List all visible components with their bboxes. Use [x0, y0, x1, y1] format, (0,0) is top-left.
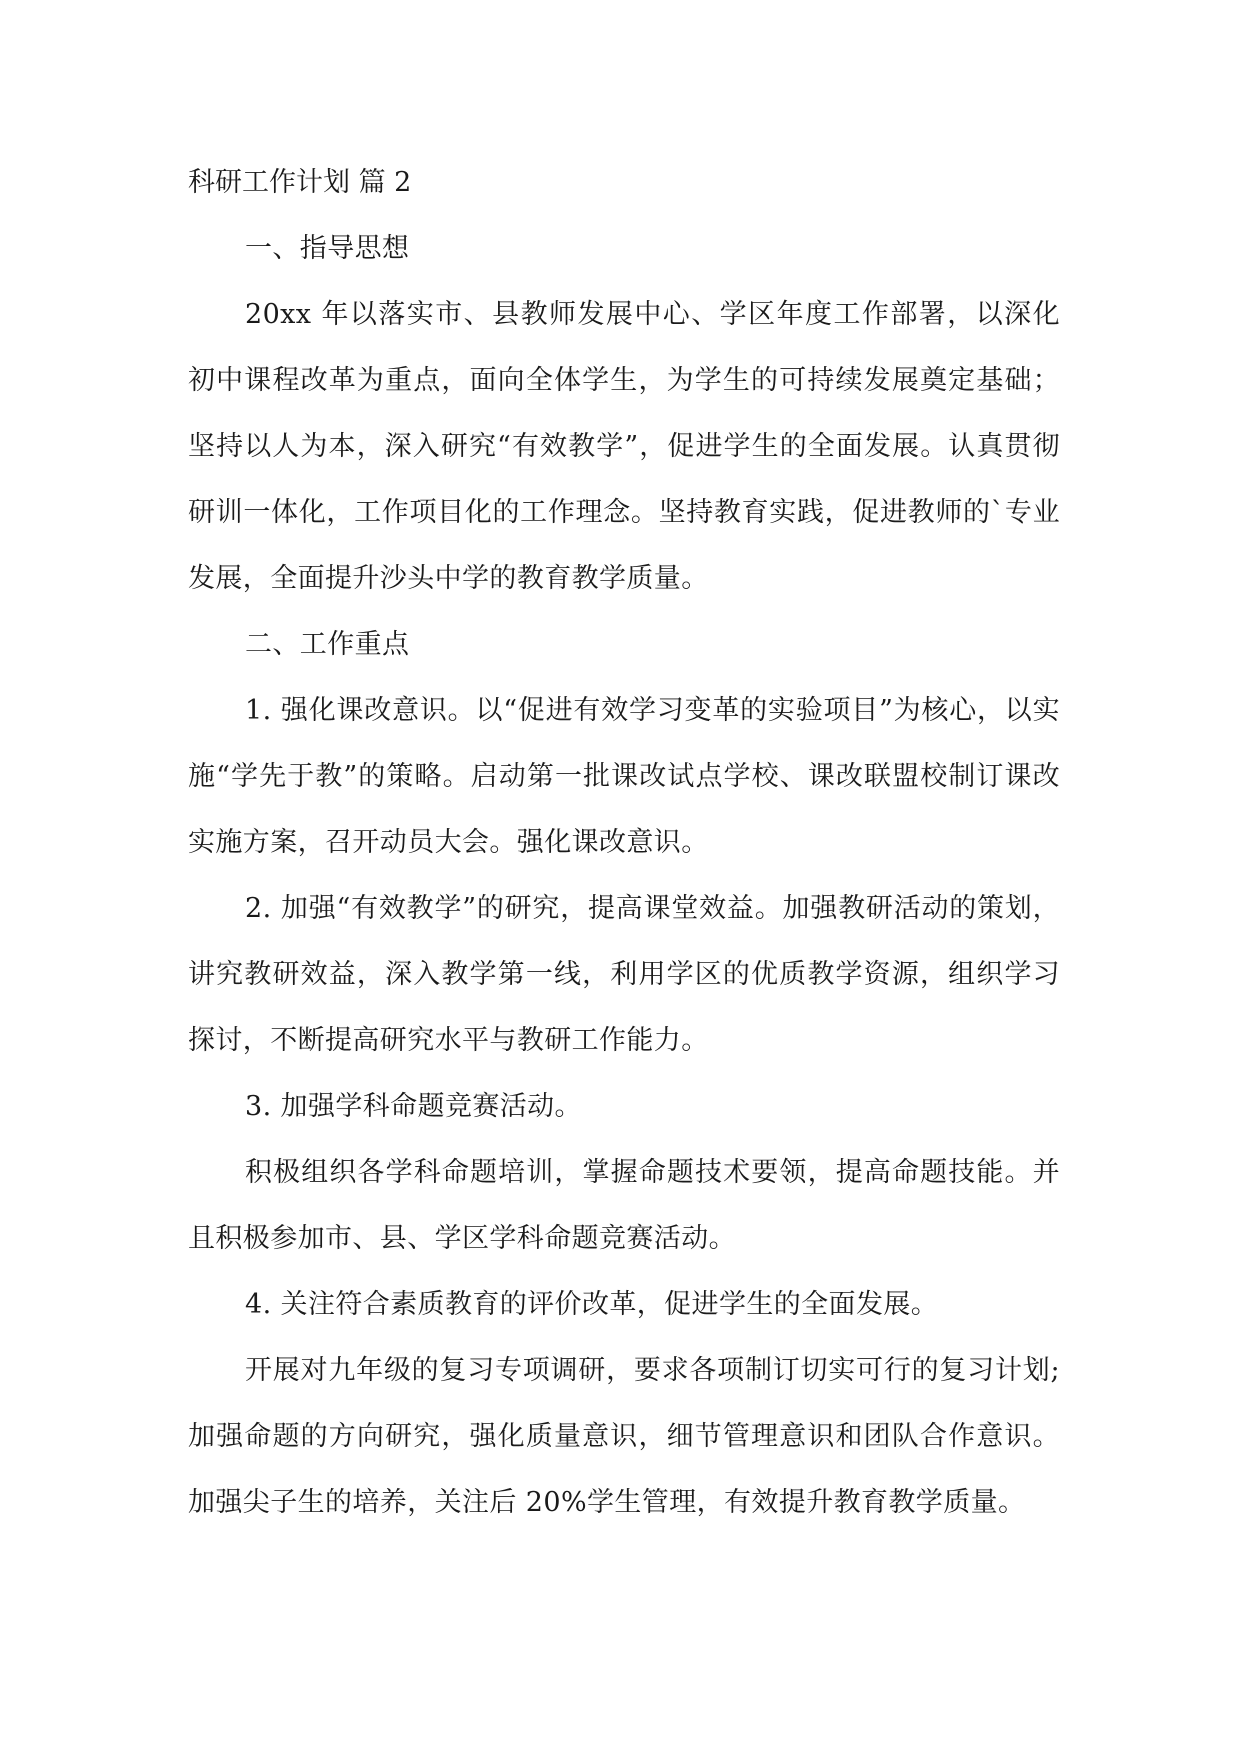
document-body — [188, 150, 1060, 1536]
paragraph-item-2: 2. 加强“有效教学”的研究，提高课堂效益。加强教研活动的策划，讲究教研效益，深入教学第一线，利用学区的优质教学资源，组织学习探讨，不断提高研究水平与教研工作能力。 — [188, 893, 1060, 1056]
paragraph-item-3-heading: 3. 加强学科命题竞赛活动。 — [245, 1091, 582, 1122]
paragraph-item-1: 1. 强化课改意识。以“促进有效学习变革的实验项目”为核心，以实施“学先于教”的策略。启动第一批课改试点学校、课改联盟校制订课改实施方案，召开动员大会。强化课改意识。 — [188, 695, 1060, 858]
paragraph-item-4-heading: 4. 关注符合素质教育的评价改革，促进学生的全面发展。 — [245, 1289, 939, 1320]
section-heading-work-focus: 二、工作重点 — [245, 629, 410, 660]
document-title: 科研工作计划 篇 2 — [188, 167, 412, 198]
paragraph-guiding-ideology: 20xx 年以落实市、县教师发展中心、学区年度工作部署，以深化初中课程改革为重点，面向全体学生，为学生的可持续发展奠定基础；坚持以人为本，深入研究“有效教学”，促进学生的全面发展。认真贯彻研训一体化，工作项目化的工作理念。坚持教育实践，促进教师的`专业发展，全面提升沙头中学的教育教学质量。 — [188, 299, 1060, 594]
paragraph-item-4-body: 开展对九年级的复习专项调研，要求各项制订切实可行的复习计划; 加强命题的方向研究，强化质量意识，细节管理意识和团队合作意识。加强尖子生的培养，关注后 20%学生管理，有效提升教育教学质量。 — [188, 1355, 1060, 1518]
section-heading-guiding-ideology: 一、指导思想 — [245, 233, 410, 264]
paragraph-item-3-body: 积极组织各学科命题培训，掌握命题技术要领，提高命题技能。并且积极参加市、县、学区学科命题竞赛活动。 — [188, 1157, 1060, 1254]
